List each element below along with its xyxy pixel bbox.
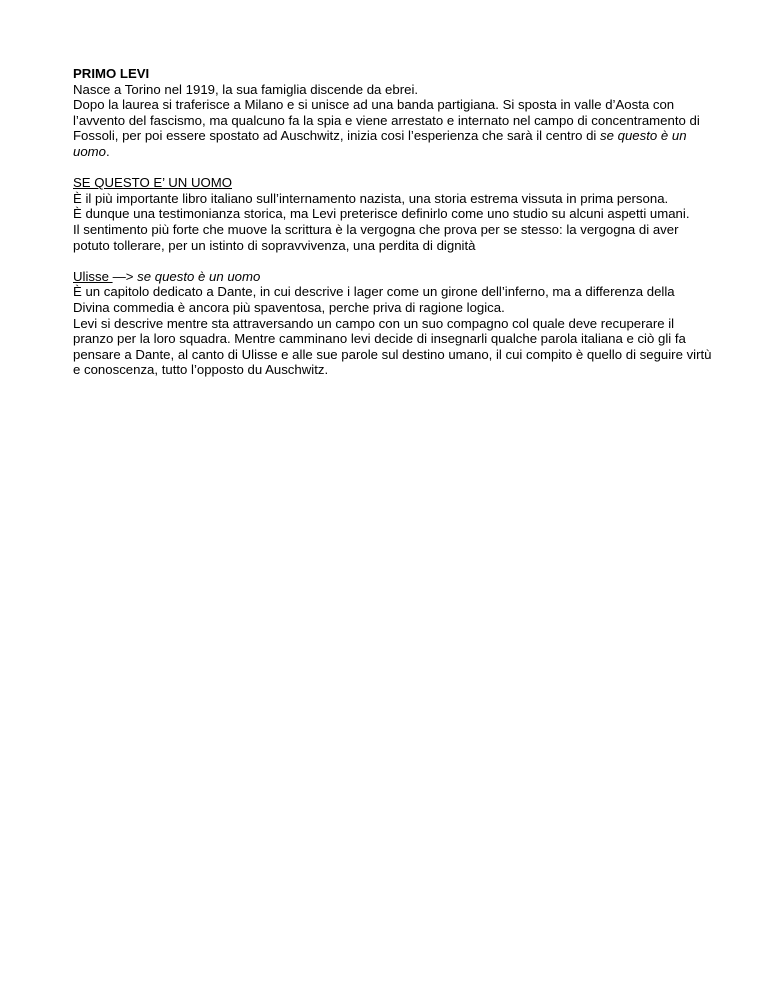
book-title-italic: se questo è un uomo [73, 128, 687, 159]
section-title: PRIMO LEVI [73, 66, 150, 81]
paragraph [73, 97, 713, 159]
section-se-questo [73, 175, 713, 253]
paragraph: È dunque una testimonianza storica, ma Levi preterisce definirlo come uno studio su alcuni aspetti umani. [73, 206, 690, 222]
paragraph-text: Dopo la laurea si traferisce a Milano e si unisce ad una banda partigiana. Si sposta in valle d’Aosta con l’avvento del fascismo, ma qualcuno fa la spia e viene arrestato e internato nel campo di concentramento di Fossoli, per poi essere spostato ad Auschwitz, inizia cosi l’esperienza che sarà il centro di [73, 97, 700, 144]
section-heading-text: Ulisse [73, 268, 113, 284]
section-heading-text: SE QUESTO E’ UN UOMO [73, 175, 233, 191]
book-title-italic: se questo è un uomo [137, 268, 261, 284]
section-heading [73, 269, 713, 285]
paragraph-end: . [106, 143, 110, 159]
paragraph: È il più importante libro italiano sull’internamento nazista, una storia estrema vissuta in prima persona. [73, 190, 669, 206]
paragraph: Il sentimento più forte che muove la scrittura è la vergogna che prova per se stesso: la vergogna di aver potuto tollerare, per un istinto di sopravvivenza, una perdita di dignità [73, 221, 679, 253]
document-page [73, 66, 713, 393]
paragraph: Levi si descrive mentre sta attraversando un campo con un suo compagno col quale deve recuperare il pranzo per la loro squadra. Mentre camminano levi decide di insegnarli qualche parola italiana e ciò gli fa pensare a Dante, al canto di Ulisse e alle sue parole sul destino umano, il cui compito è quello di seguire virtù e conoscenza, tutto l’opposto du Auschwitz. [73, 315, 712, 378]
section-primo-levi [73, 66, 713, 160]
section-heading [73, 175, 713, 191]
paragraph: È un capitolo dedicato a Dante, in cui descrive i lager come un girone dell’inferno, ma a differenza della Divina commedia è ancora più spaventosa, perche priva di ragione logica. [73, 284, 675, 315]
arrow-glyph: —> [112, 268, 138, 284]
section-ulisse [73, 269, 713, 378]
paragraph: Nasce a Torino nel 1919, la sua famiglia discende da ebrei. [73, 81, 419, 97]
